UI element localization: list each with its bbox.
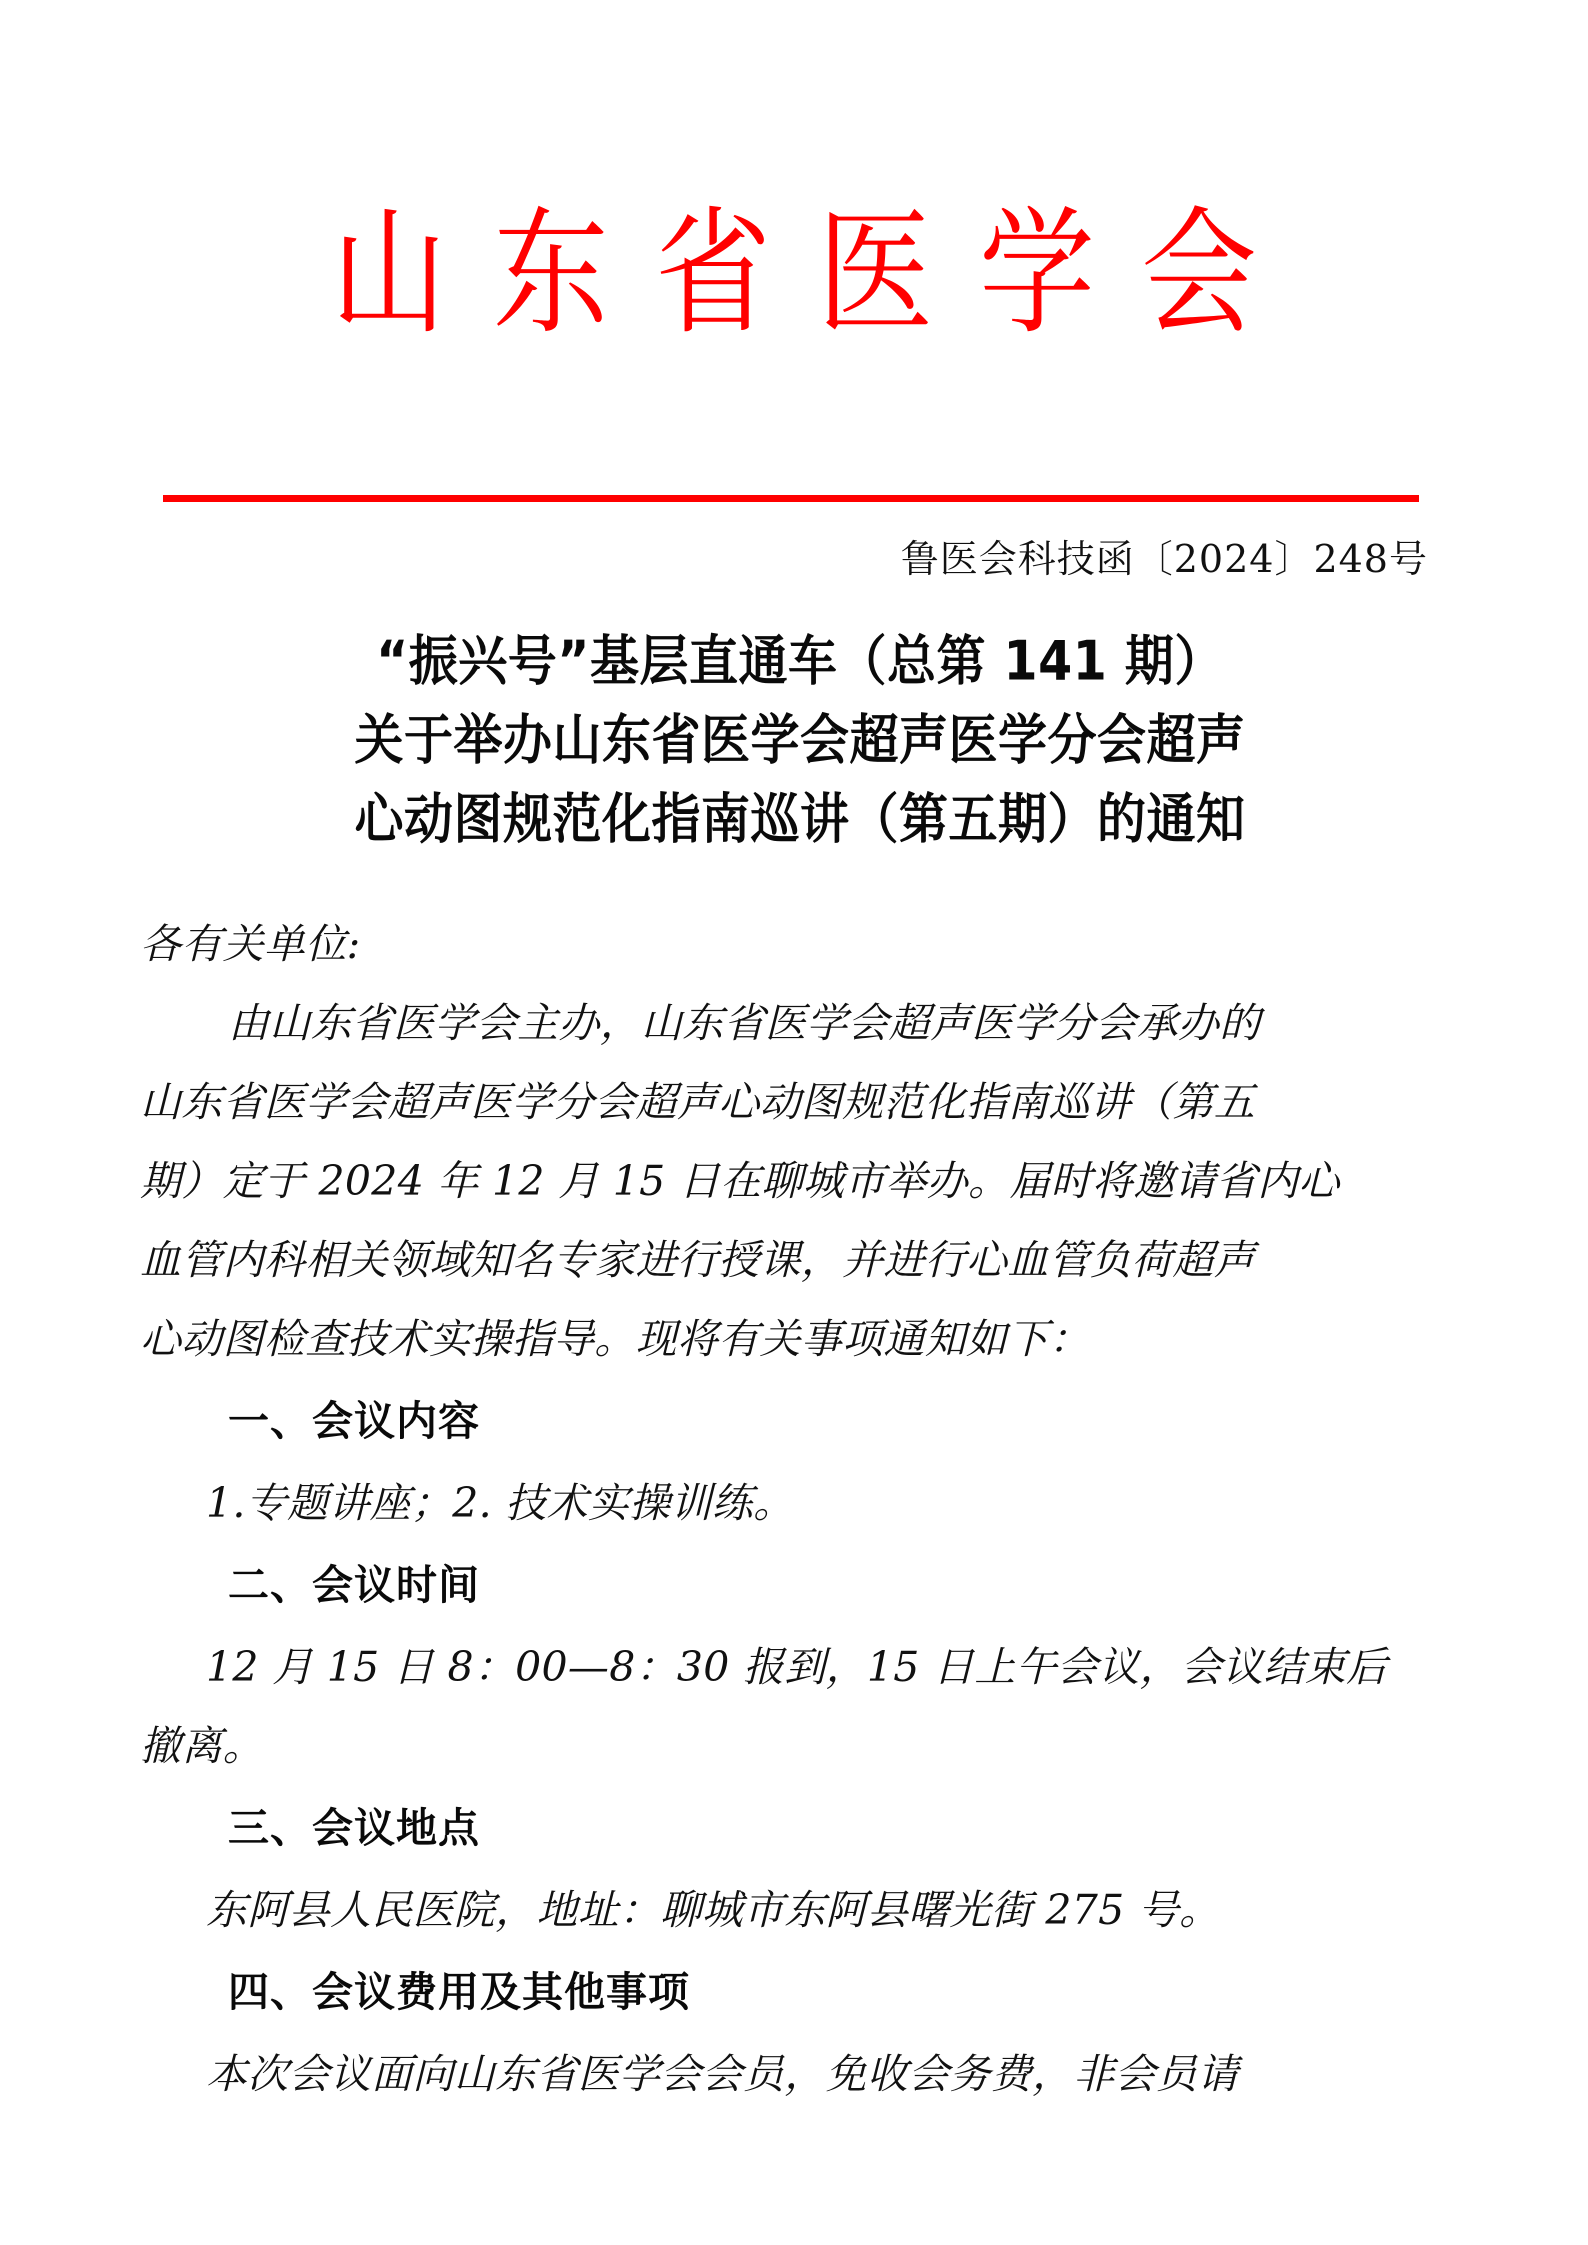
section-2-line: 撤离。 — [140, 1722, 264, 1770]
section-1-line: 1.专题讲座；2. 技术实操训练。 — [206, 1479, 795, 1527]
issuing-organization-title: 山东省医学会 — [331, 194, 1303, 354]
document-number: 鲁医会科技函〔2024〕248号 — [900, 537, 1428, 581]
intro-line: 期）定于 2024 年 12 月 15 日在聊城市举办。届时将邀请省内心 — [140, 1157, 1340, 1205]
intro-line: 由山东省医学会主办，山东省医学会超声医学分会承办的 — [228, 999, 1261, 1047]
intro-line: 心动图检查技术实操指导。现将有关事项通知如下： — [140, 1315, 1090, 1363]
letterhead-red-rule — [163, 495, 1419, 502]
document-body — [140, 905, 1470, 2114]
section-2-line: 12 月 15 日 8：00—8：30 报到，15 日上午会议，会议结束后 — [206, 1643, 1388, 1691]
title-line-1: “振兴号”基层直通车（总第 141 期） — [376, 630, 1224, 693]
section-heading-4: 四、会议费用及其他事项 — [228, 1968, 690, 2016]
letterhead — [0, 194, 1588, 354]
intro-line: 山东省医学会超声医学分会超声心动图规范化指南巡讲（第五 — [140, 1078, 1256, 1126]
title-line-3: 心动图规范化指南巡讲（第五期）的通知 — [354, 788, 1246, 851]
document-title — [140, 622, 1460, 859]
section-3-line: 东阿县人民医院，地址：聊城市东阿县曙光街 275 号。 — [206, 1886, 1221, 1934]
section-4-line: 本次会议面向山东省医学会会员，免收会务费，非会员请 — [206, 2050, 1239, 2098]
title-line-2: 关于举办山东省医学会超声医学分会超声 — [354, 709, 1246, 772]
section-heading-3: 三、会议地点 — [228, 1804, 480, 1852]
section-heading-2: 二、会议时间 — [228, 1561, 480, 1609]
section-heading-1: 一、会议内容 — [228, 1397, 480, 1445]
intro-line: 血管内科相关领域知名专家进行授课，并进行心血管负荷超声 — [140, 1236, 1256, 1284]
salutation: 各有关单位: — [140, 920, 361, 968]
